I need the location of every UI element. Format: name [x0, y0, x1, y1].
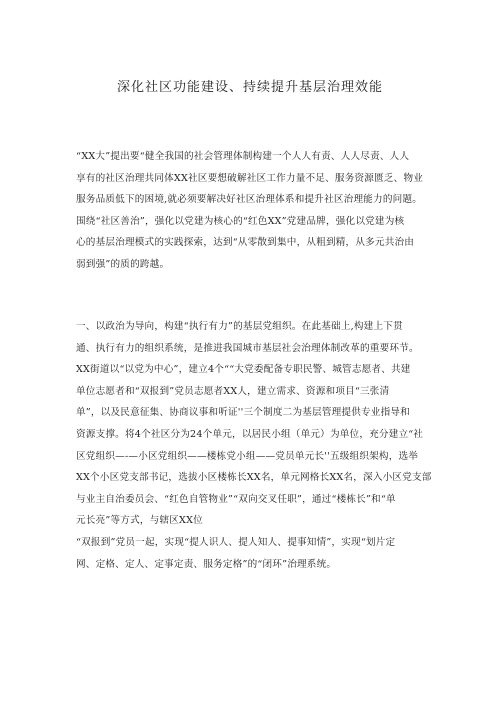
text-line: XX街道以“以党为中心”，建立4个““大党委配备专职民警、城管志愿者、共建	[76, 364, 411, 376]
text-line: 单位志愿者和“双报到”党员志愿者XX人，建立需求、资源和项目“三张清	[76, 385, 390, 397]
text-line: “双报到”党员一起，实现“提人识人、提人知人、提事知情”，实现“划片定	[76, 536, 396, 548]
text-line: 元长亮”等方式，与辖区XX位	[76, 515, 203, 527]
text-line: 服务品质低下的困境,就必须要解决好社区治理体系和提升社区治理能力的问题。	[76, 194, 423, 206]
text-line: 与业主自治委员会、“红色自管物业”“双向交叉任职”，通过“楼栋长”和“单	[76, 493, 396, 505]
text-line: 区党组织—-—小区党组织——楼栋党小组——党员单元长''五级组织架构，选举	[76, 450, 419, 462]
text-line: “XX大”提出要“健全我国的社会管理体制构建一个人人有责、人人尽责、人人	[76, 151, 410, 162]
text-line: 资源支撑。将4个社区分为24个单元，以居民小组（单元）为单位，充分建立“社	[76, 428, 424, 440]
text-line: 弱到强”的质的跨越。	[76, 258, 170, 270]
section-1-paragraph	[76, 316, 432, 575]
document-title: 深化社区功能建设、持续提升基层治理效能	[116, 80, 383, 95]
text-line: 一、以政治为导向，构建“执行有力”的基层党组织。在此基础上,构建上下贯	[76, 321, 403, 332]
text-line: XX个小区党支部书记，选拔小区楼栋长XX名，单元网格长XX名，深入小区党支部	[76, 472, 432, 484]
text-line: 享有的社区治理共同体XX社区要想破解社区工作力量不足、服务资源匮乏、物业	[76, 172, 424, 184]
intro-paragraph	[76, 146, 426, 276]
text-line: 网、定格、定人、定事定责、服务定格”的“闭环”治理系统。	[76, 558, 337, 570]
text-line: 单”，以及民意征集、协商议事和听证''三个制度二为基层管理提供专业指导和	[76, 407, 410, 419]
text-line: 通、执行有力的组织系统，是推进我国城市基层社会治理体制改革的重要环节。	[76, 342, 419, 354]
text-line: 心的基层治理模式的实践探索，达到“从零散到集中，从粗到精，从多元共治由	[76, 237, 415, 249]
text-line: 围绕“社区善治”，强化以党建为核心的“红色XX”党建品牌，强化以党建为核	[76, 215, 405, 227]
